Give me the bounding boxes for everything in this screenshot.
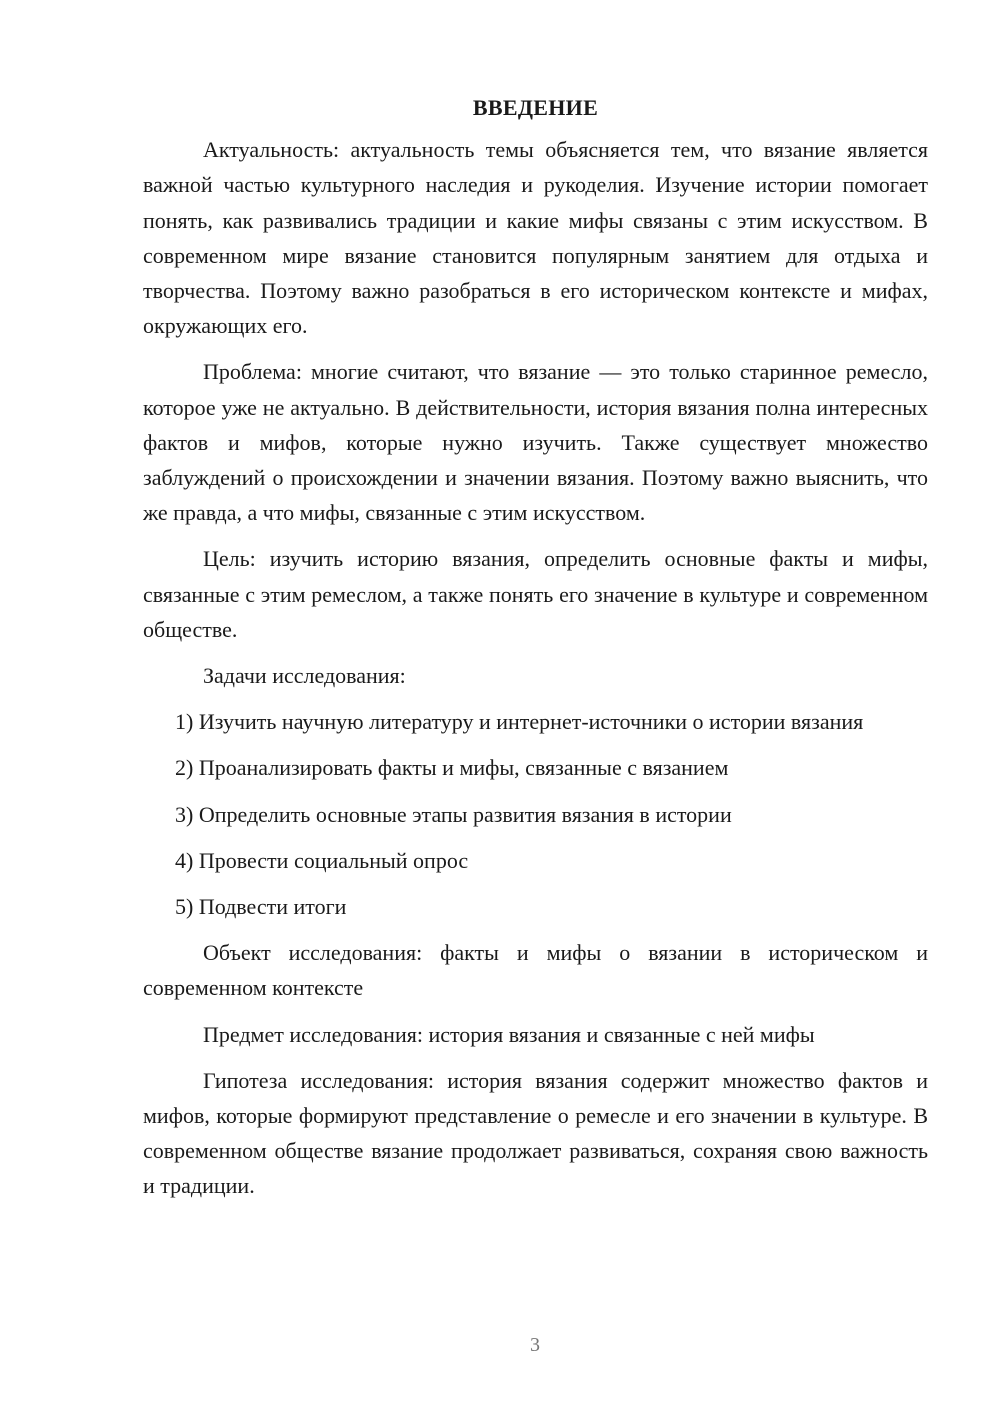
task-item: 5) Подвести итоги <box>175 894 347 920</box>
page-number: 3 <box>530 1334 540 1356</box>
task-item: 1) Изучить научную литературу и интернет-источники о истории вязания <box>175 709 864 735</box>
goal-paragraph: Цель: изучить историю вязания, определить основные факты и мифы, связанные с этим ремеслом, а также понять его значение в культуре и современном обществе. <box>143 546 928 642</box>
section-title: ВВЕДЕНИЕ <box>472 95 599 120</box>
tasks-heading: Задачи исследования: <box>203 663 406 689</box>
object-paragraph: Объект исследования: факты и мифы о вязании в историческом и современном контексте <box>143 940 928 1001</box>
hypothesis-paragraph: Гипотеза исследования: история вязания содержит множество фактов и мифов, которые формируют представление о ремесле и его значении в культуре. В современном обществе вязание продолжает развиваться, сохраняя свою важность и традиции. <box>143 1067 928 1199</box>
task-item: 4) Провести социальный опрос <box>175 847 469 873</box>
problem-paragraph: Проблема: многие считают, что вязание — это только старинное ремесло, которое уже не актуально. В действительности, история вязания полна интересных фактов и мифов, которые нужно изучить. Также существует множество заблуждений о происхождении и значении вязания. Поэтому важно выяснить, что же правда, а что мифы, связанные с этим искусством. <box>143 359 928 526</box>
relevance-paragraph: Актуальность: актуальность темы объясняется тем, что вязание является важной частью культурного наследия и рукоделия. Изучение истории помогает понять, как развивались традиции и какие мифы связаны с этим искусством. В современном мире вязание становится популярным занятием для отдыха и творчества. Поэтому важно разобраться в его историческом контексте и мифах, окружающих его. <box>143 137 928 339</box>
document-page <box>143 90 928 1215</box>
task-item: 3) Определить основные этапы развития вязания в истории <box>175 801 732 827</box>
task-item: 2) Проанализировать факты и мифы, связанные с вязанием <box>175 755 729 781</box>
subject-paragraph: Предмет исследования: история вязания и связанные с ней мифы <box>203 1021 815 1047</box>
